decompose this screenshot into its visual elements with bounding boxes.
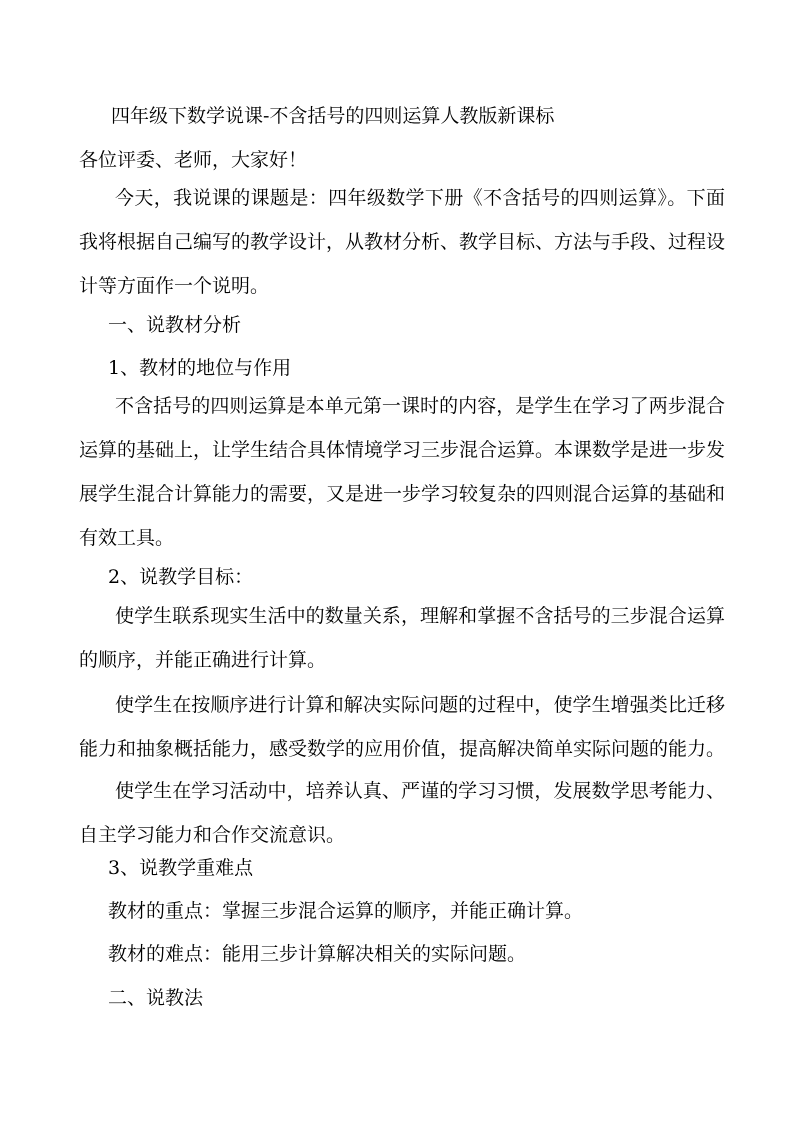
document-title: 四年级下数学说课-不含括号的四则运算人教版新课标 xyxy=(111,105,555,127)
difficult-point-text: 教材的难点：能用三步计算解决相关的实际问题。 xyxy=(108,943,527,965)
greeting: 各位评委、老师，大家好！ xyxy=(79,149,308,171)
goal-paragraph-1: 使学生联系现实生活中的数量关系，理解和掌握不含括号的三步混合运算的顺序，并能正确进行计算。 xyxy=(79,605,725,671)
goal-paragraph-3: 使学生在学习活动中，培养认真、严谨的学习习惯，发展数学思考能力、自主学习能力和合作交流意识。 xyxy=(79,780,725,846)
section-heading-textbook-analysis: 一、说教材分析 xyxy=(108,314,242,336)
subheading-teaching-goals: 2、说教学目标： xyxy=(108,566,254,588)
subheading-textbook-role: 1、教材的地位与作用 xyxy=(108,357,292,379)
goal-paragraph-2: 使学生在按顺序进行计算和解决实际问题的过程中，使学生增强类比迁移能力和抽象概括能力，感受数学的应用价值，提高解决简单实际问题的能力。 xyxy=(79,694,726,760)
intro-paragraph: 今天，我说课的课题是：四年级数学下册《不含括号的四则运算》。下面我将根据自己编写的教学设计，从教材分析、教学目标、方法与手段、过程设计等方面作一个说明。 xyxy=(79,187,726,297)
textbook-role-paragraph: 不含括号的四则运算是本单元第一课时的内容，是学生在学习了两步混合运算的基础上，让学生结合具体情境学习三步混合运算。本课数学是进一步发展学生混合计算能力的需要，又是进一步学习较复杂的四则混合运算的基础和有效工具。 xyxy=(79,395,726,549)
subheading-key-difficult-points: 3、说教学重难点 xyxy=(108,857,254,879)
section-heading-teaching-methods: 二、说教法 xyxy=(108,987,204,1009)
key-point-text: 教材的重点：掌握三步混合运算的顺序，并能正确计算。 xyxy=(108,900,584,922)
